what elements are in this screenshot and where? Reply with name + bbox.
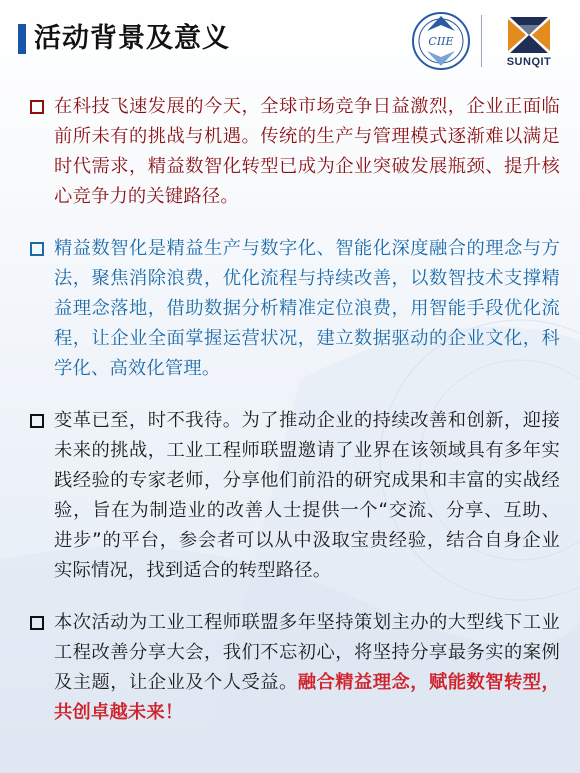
slogan-highlight: 融合精益理念，赋能数智转型，共创卓越未来！ bbox=[54, 672, 560, 723]
sunqit-logo bbox=[492, 15, 566, 68]
paragraph-text: 本次活动为工业工程师联盟多年坚持策划主办的大型线下工业工程改善分享大会，我们不忘初心，将坚持分享最务实的案例及主题，让企业及个人受益。 bbox=[54, 612, 560, 693]
content-body bbox=[30, 92, 560, 728]
paragraph-text: 变革已至，时不我待。为了推动企业的持续改善和创新，迎接未来的挑战，工业工程师联盟邀请了业界在该领域具有多年实践经验的专家老师，分享他们前沿的研究成果和丰富的实战经验，旨在为制造业的改善人士提供一个“交流、分享、互助、进步”的平台，参会者可以从中汲取宝贵经验，结合自身企业实际情况，找到适合的转型路径。 bbox=[54, 410, 560, 581]
square-bullet-icon bbox=[30, 414, 44, 428]
title-accent-bar bbox=[18, 24, 26, 54]
paragraph-concept bbox=[30, 234, 560, 384]
square-bullet-icon bbox=[30, 100, 44, 114]
logo-divider bbox=[481, 15, 482, 67]
header bbox=[0, 0, 580, 80]
paragraph-event bbox=[30, 608, 560, 728]
square-bullet-icon bbox=[30, 616, 44, 630]
ciie-logo-text: CIIE bbox=[428, 35, 454, 48]
ciie-logo-icon bbox=[411, 11, 471, 71]
paragraph-text: 在科技飞速发展的今天，全球市场竞争日益激烈，企业正面临前所未有的挑战与机遇。传统的生产与管理模式逐渐难以满足时代需求，精益数智化转型已成为企业突破发展瓶颈、提升核心竞争力的关键路径。 bbox=[54, 96, 560, 207]
square-bullet-icon bbox=[30, 242, 44, 256]
paragraph-text: 精益数智化是精益生产与数字化、智能化深度融合的理念与方法，聚焦消除浪费，优化流程与持续改善，以数智技术支撑精益理念落地，借助数据分析精准定位浪费，用智能手段优化流程，让企业全面掌握运营状况，建立数据驱动的企业文化，科学化、高效化管理。 bbox=[54, 238, 560, 379]
sunqit-logo-text: SUNQIT bbox=[506, 55, 552, 68]
sunqit-mark-icon bbox=[506, 15, 552, 55]
page-title: 活动背景及意义 bbox=[34, 23, 230, 54]
paragraph-background bbox=[30, 92, 560, 212]
logo-group bbox=[411, 10, 566, 72]
paragraph-purpose bbox=[30, 406, 560, 586]
